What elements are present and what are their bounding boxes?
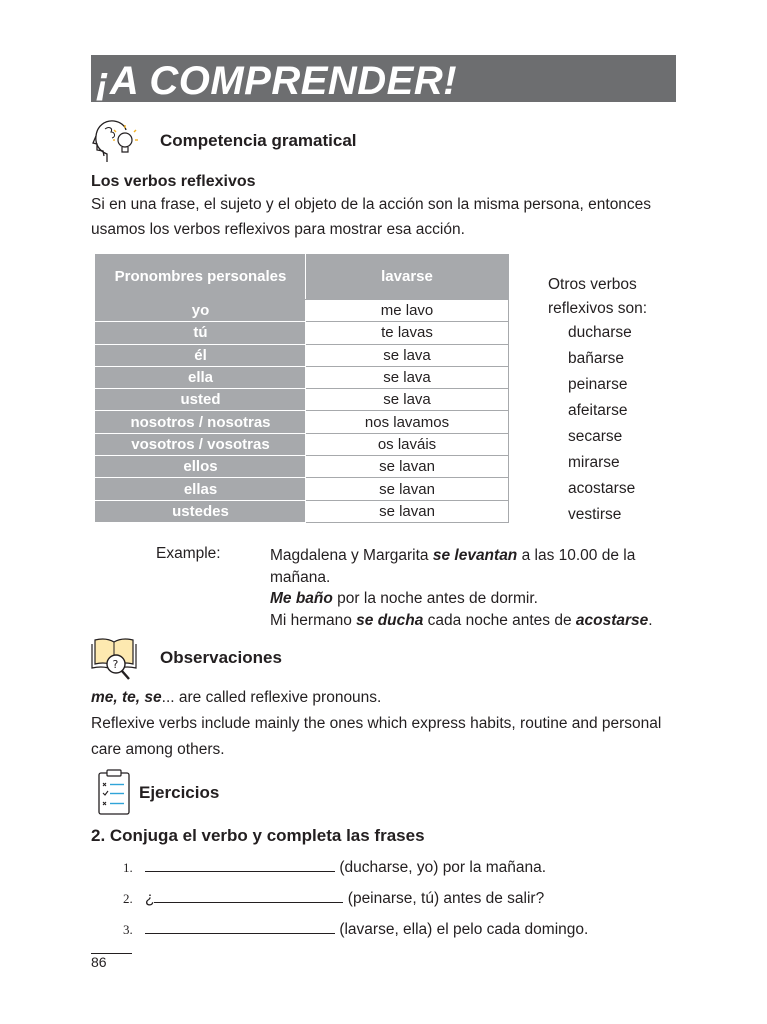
list-item: peinarse	[568, 376, 628, 393]
answer-blank[interactable]	[145, 870, 335, 872]
exercise-title: 2. Conjuga el verbo y completa las frases	[91, 826, 425, 845]
pronoun-cell: ellos	[96, 456, 306, 478]
answer-blank[interactable]	[145, 932, 335, 934]
list-item: ducharse	[568, 324, 632, 341]
page-number: 86	[91, 954, 107, 970]
form-cell: se lavan	[306, 500, 509, 522]
pronoun-cell: ustedes	[96, 500, 306, 522]
header-lavarse: lavarse	[306, 255, 509, 300]
example-text: cada noche antes de	[423, 611, 576, 629]
header-pronombres: Pronombres personales	[96, 255, 306, 300]
pronoun-cell: vosotros / vosotras	[96, 433, 306, 455]
example-line	[270, 610, 670, 632]
item-hint: (ducharse, yo) por la mañana.	[339, 859, 547, 876]
form-cell: me lavo	[306, 300, 509, 322]
table-row	[96, 389, 509, 411]
form-cell: te lavas	[306, 322, 509, 344]
clipboard-checklist-icon	[97, 768, 131, 816]
item-prefix: ¿	[145, 890, 155, 907]
example-emphasis: se ducha	[356, 611, 424, 629]
head-lightbulb-icon	[91, 116, 139, 166]
example-emphasis: se levantan	[432, 547, 518, 564]
observation-line: care among others.	[91, 741, 225, 758]
example-line	[270, 545, 670, 567]
answer-blank[interactable]	[154, 901, 343, 903]
example-text: por la noche antes de dormir.	[332, 590, 538, 607]
form-cell: se lava	[306, 344, 509, 366]
topic-intro	[91, 192, 651, 242]
form-cell: se lava	[306, 389, 509, 411]
observations-text	[91, 685, 691, 763]
item-hint: (peinarse, tú) antes de salir?	[347, 890, 545, 907]
list-item: secarse	[568, 428, 623, 445]
pronoun-cell: tú	[96, 322, 306, 344]
other-verbs	[548, 272, 647, 528]
section-title-ejercicios: Ejercicios	[139, 783, 220, 802]
other-verbs-title: reflexivos son:	[548, 300, 648, 317]
form-cell: se lavan	[306, 478, 509, 500]
example-emphasis: acostarse	[575, 611, 649, 629]
form-cell: os laváis	[306, 433, 509, 455]
form-cell: se lavan	[306, 456, 509, 478]
pronoun-cell: yo	[96, 300, 306, 322]
observation-line	[91, 685, 691, 711]
exercise-item	[123, 921, 588, 939]
table-row	[96, 411, 509, 433]
example-text: a las 10.00 de la	[517, 547, 636, 564]
item-hint: (lavarse, ella) el pelo cada domingo.	[339, 921, 589, 938]
list-item: mirarse	[568, 454, 620, 471]
conjugation-table	[95, 254, 509, 523]
list-item: afeitarse	[568, 402, 628, 419]
example-text: Magdalena y Margarita	[270, 547, 433, 564]
item-number: 3.	[123, 922, 133, 937]
pronoun-cell: usted	[96, 389, 306, 411]
pronoun-cell: ellas	[96, 478, 306, 500]
observation-line: Reflexive verbs include mainly the ones which express habits, routine and personal	[91, 715, 662, 732]
section-title-observaciones: Observaciones	[160, 648, 282, 667]
pronoun-cell: ella	[96, 366, 306, 388]
section-title-competencia: Competencia gramatical	[160, 131, 357, 150]
list-item: acostarse	[568, 480, 636, 497]
observation-emphasis: me, te, se	[91, 689, 162, 706]
list-item: bañarse	[568, 350, 625, 367]
table-row	[96, 478, 509, 500]
example-line	[270, 588, 670, 610]
pronoun-cell: nosotros / nosotras	[96, 411, 306, 433]
item-number: 2.	[123, 891, 133, 906]
topic-intro-line: Si en una frase, el sujeto y el objeto de la acción son la misma persona, entonces	[91, 196, 652, 213]
form-cell: nos lavamos	[306, 411, 509, 433]
exercise-item	[123, 859, 546, 877]
list-item: vestirse	[568, 506, 622, 523]
other-verbs-title: Otros verbos	[548, 276, 637, 293]
form-cell: se lava	[306, 366, 509, 388]
item-number: 1.	[123, 860, 133, 875]
table-row	[96, 433, 509, 455]
table-row	[96, 344, 509, 366]
pronoun-cell: él	[96, 344, 306, 366]
other-verbs-list	[548, 320, 647, 528]
observation-text: ... are called reflexive pronouns.	[161, 689, 382, 706]
table-row	[96, 300, 509, 322]
example-text: Mi hermano	[270, 611, 357, 629]
table-row	[96, 500, 509, 522]
table-row	[96, 366, 509, 388]
topic-title: Los verbos reflexivos	[91, 173, 256, 190]
table-row	[96, 456, 509, 478]
example-emphasis: Me baño	[270, 590, 333, 607]
book-magnifier-icon	[91, 630, 139, 682]
banner-title: ¡A COMPRENDER!	[96, 59, 458, 103]
exercise-item	[123, 890, 544, 908]
table-row	[96, 322, 509, 344]
example-sentences	[270, 545, 670, 631]
example-line: mañana.	[270, 568, 331, 586]
example-text: .	[648, 611, 653, 629]
svg-text:?: ?	[112, 658, 119, 671]
example-label: Example:	[156, 545, 221, 562]
topic-intro-line: usamos los verbos reflexivos para mostrar esa acción.	[91, 221, 465, 238]
table-header-row	[96, 255, 509, 300]
